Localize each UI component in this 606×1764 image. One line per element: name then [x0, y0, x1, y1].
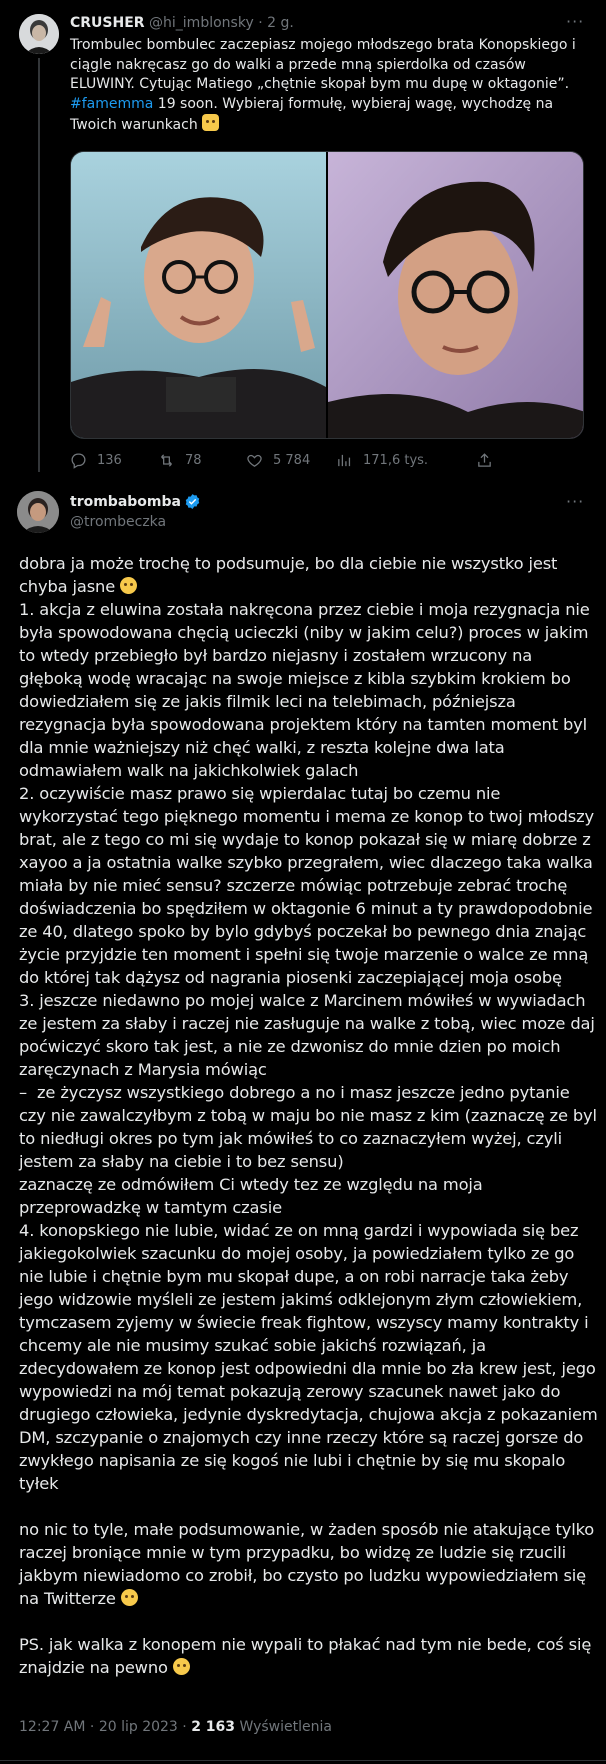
tweet2-text	[19, 552, 599, 1679]
tweet2-time[interactable]: 12:27 AM	[19, 1719, 86, 1735]
share-button[interactable]	[476, 452, 493, 469]
reply-icon	[70, 452, 87, 469]
tweet1-media[interactable]	[70, 151, 584, 439]
tweet1-text-part2: 19 soon. Wybieraj formułę, wybieraj wagę, wychodzę na Twoich warunkach	[70, 95, 554, 133]
crusher-avatar[interactable]	[19, 14, 59, 54]
tweet2-author-name[interactable]: trombabomba	[70, 493, 181, 510]
photo-left-image	[71, 152, 326, 439]
reply-count: 136	[97, 453, 122, 468]
tweet2-views-label: Wyświetlenia	[239, 1719, 332, 1735]
avatar-image	[17, 491, 59, 533]
tweet2-author[interactable]	[70, 493, 201, 510]
tweet2-paragraph-1: dobra ja może trochę to podsumuje, bo dla ciebie nie wszystko jest chyba jasne	[19, 554, 563, 596]
tweet1-timestamp[interactable]: 2 g.	[267, 15, 294, 31]
tweet1-author-handle[interactable]: @hi_imblonsky	[149, 15, 254, 31]
tweet2-footer	[19, 1719, 332, 1735]
tweet1-actions	[70, 452, 586, 472]
views-count: 171,6 tys.	[363, 453, 429, 468]
tweet1-author-name[interactable]: CRUSHER	[70, 15, 145, 31]
photo-left[interactable]	[71, 152, 326, 439]
like-button[interactable]	[246, 452, 310, 469]
tweet1-header	[70, 15, 294, 31]
hugging-face-emoji-icon	[120, 577, 137, 594]
reply-button[interactable]	[70, 452, 122, 469]
upside-down-face-emoji-icon	[173, 1658, 190, 1675]
like-count: 5 784	[273, 453, 311, 468]
footer-separator: ·	[182, 1719, 187, 1735]
monocle-face-emoji-icon	[121, 1589, 138, 1606]
photo-right-image	[328, 152, 584, 439]
photo-right[interactable]	[328, 152, 584, 439]
tweet1-text	[70, 36, 586, 136]
avatar-image	[19, 14, 59, 54]
tweet2-paragraph-3: PS. jak walka z konopem nie wypali to płakać nad tym nie bede, coś się znajdzie na pewno	[19, 1635, 592, 1677]
like-icon	[246, 452, 263, 469]
tweet2-date[interactable]: 20 lip 2023	[98, 1719, 178, 1735]
tweet1-text-part1: Trombulec bombulec zaczepiasz mojego młodszego brata Konopskiego i ciągle nakręcasz go do walki a przede mną spierdolka od czasów ELUWINY. Cytując Matiego „chętnie skopał bym mu dupę w oktagonie”.	[70, 37, 576, 92]
handshake-emoji-icon	[202, 114, 219, 131]
tweet2-views-count: 2 163	[191, 1719, 236, 1735]
views-button[interactable]	[336, 452, 428, 469]
retweet-icon	[158, 452, 175, 469]
more-icon[interactable]: ···	[566, 492, 585, 511]
tweet1-separator: ·	[258, 15, 263, 31]
thread-connector	[38, 58, 40, 472]
views-icon	[336, 452, 353, 469]
tweet2-author-handle[interactable]: @trombeczka	[70, 514, 167, 530]
bottom-divider	[0, 1760, 606, 1761]
tweet2-paragraph-2: 1. akcja z eluwina została nakręcona przez ciebie i moja rezygnacja nie była spowodowana chęcią ucieczki (niby w jakim celu?) proces w jakim to wtedy przebiegło był bardzo niejasny i zostałem wrzucony na głęboką wodę wracając na swoje miejsce z kibla szybkim krokiem bo dowiedziałem się ze jakis filmik leci na telebimach, późniejsza rezygnacja była spowodowana projektem który na tamten moment byl dla mnie ważniejszy niż chęć walki, z reszta kolejne dwa lata odmawiałem walk na jakichkolwiek galach 2. oczywiście masz prawo się wpierdalac tutaj bo czemu nie wykorzystać tego pięknego momentu i mema ze konop to twoj młodszy brat, ale z tego co mi się wydaje to konop pokazał się w miarę dobrze z xayoo a ja ostatnia walke szybko przegrałem, wiec dlaczego taka walka miała by nie mieć sensu? szczerze mówiąc potrzebuje zebrać trochę doświadczenia bo spędziłem w oktagonie 6 minut a ty prawdopodobnie ze 40, dlatego spoko by bylo gdybyś poczekał bo pewnego dnia znając życie przyjdzie ten moment i spełni się twoje marzenie o walce ze mną do której tak dążysz od nagrania piosenki zaczepiającej moja osobę 3. jeszcze niedawno po mojej walce z Marcinem mówiłeś w wywiadach ze jestem za słaby i raczej nie zasługuje na walke z tobą, wiec moze daj poćwiczyć skoro tak jest, a nie ze dzwonisz do mnie dzien po moich zaręczynach z Marysia mówiąc – ze życzysz wszystkiego dobrego a no i masz jeszcze jedno pytanie czy nie zawalczyłbym z tobą w maju bo nie masz z kim (zaznaczę ze byl to niedługi okres po tym jak mówiłeś to co zaznaczyłem wyżej, czyli jestem za słaby na ciebie i to bez sensu) zaznaczę ze odmówiłem Ci wtedy tez ze względu na moja przeprowadzkę w tamtym czasie 4. konopskiego nie lubie, widać ze on mną gardzi i wypowiada się bez jakiegokolwiek szacunku do mojej osoby, ja powiedziałem tylko ze go nie lubie i chętnie bym mu skopał dupe, a on robi narracje taka żeby jego widzowie myśleli ze jestem jakimś odklejonym złym człowiekiem, tymczasem zyjemy w świecie freak fightow, wszyscy mamy kontrakty i chcemy ale nie musimy szukać sobie jakichś rozwiązań, ja zdecydowałem ze konop jest odpowiedni dla mnie bo zła krew jest, jego wypowiedzi na mój temat pokazują zerowy szacunek nawet jako do drugiego człowieka, jedynie dyskredytacja, chujowa akcja z pokazaniem DM, szczypanie o znajomych czy inne rzeczy które są raczej gorsze do zwykłego napisania ze się kogoś nie lubi i chętnie by się mu skopalo tyłek no nic to tyle, małe podsumowanie, w żaden sposób nie atakujące tylko raczej broniące mnie w tym przypadku, bo widzę ze ludzie się rzucili jakbym niewiadomo co zrobił, bo czysto po ludzku wypowiedziałem się na Twitterze	[19, 600, 598, 1608]
footer-separator: ·	[89, 1719, 95, 1735]
more-icon[interactable]: ···	[566, 12, 585, 31]
hashtag-link[interactable]: #famemma	[70, 95, 154, 112]
verified-badge-icon	[184, 493, 201, 510]
trombabomba-avatar[interactable]	[17, 491, 59, 533]
retweet-count: 78	[185, 453, 202, 468]
retweet-button[interactable]	[158, 452, 202, 469]
share-icon	[476, 452, 493, 469]
